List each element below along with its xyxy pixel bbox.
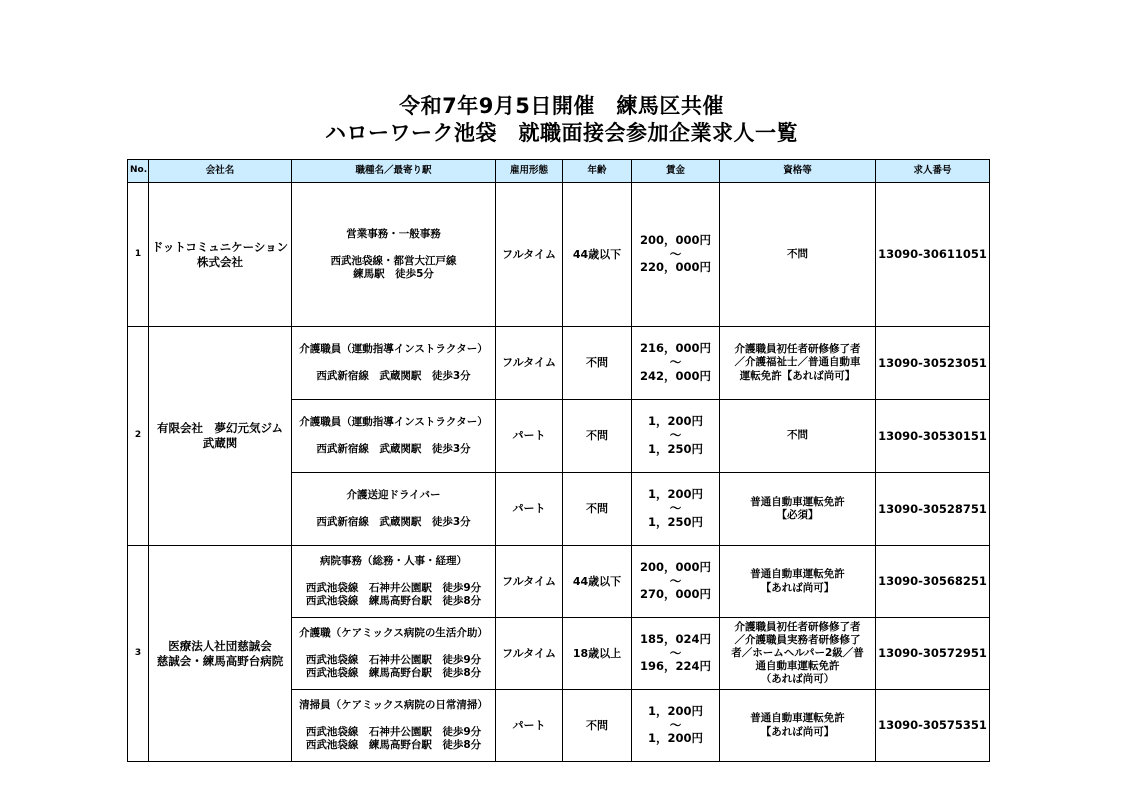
wage-separator: ～ <box>669 428 682 443</box>
company-name-line2: 慈誠会・練馬高野台病院 <box>156 653 284 668</box>
wage-range <box>632 690 720 762</box>
job-spacer <box>294 241 493 255</box>
job-title-station <box>292 473 496 546</box>
job-title-station <box>292 327 496 400</box>
job-title: 清掃員（ケアミックス病院の日常清掃） <box>299 698 488 711</box>
company-name-line2: 株式会社 <box>197 254 243 269</box>
qualification-line: 運転免許【あれば尚可】 <box>739 369 856 382</box>
qualification <box>720 618 876 690</box>
header-employment: 雇用形態 <box>496 160 563 183</box>
employment-type: フルタイム <box>496 327 563 400</box>
employment-type: フルタイム <box>496 183 563 327</box>
row-number: 2 <box>128 327 149 546</box>
station-line1: 西武池袋線・都営大江戸線 <box>330 254 457 267</box>
job-title-station <box>292 690 496 762</box>
job-title: 介護送迎ドライバー <box>346 488 441 501</box>
company-name <box>149 183 292 327</box>
company-name-line1: 有限会社 夢幻元気ジム <box>156 421 284 436</box>
table-header-row <box>128 160 990 183</box>
job-spacer <box>294 502 493 516</box>
qualification-line: ／介護福祉士／普通自動車 <box>734 356 861 369</box>
age-requirement: 18歳以上 <box>563 618 632 690</box>
job-title-station <box>292 183 496 327</box>
job-number: 13090-30575351 <box>876 690 990 762</box>
wage-max: 1，250円 <box>647 441 703 456</box>
row-number: 1 <box>128 183 149 327</box>
job-title: 介護職（ケアミックス病院の生活介助） <box>299 626 488 639</box>
header-no: No. <box>128 160 149 183</box>
qualification-line: 【必須】 <box>776 509 819 521</box>
employment-type: パート <box>496 690 563 762</box>
wage-min: 200，000円 <box>639 559 711 574</box>
qualification-line: 介護職員初任者研修修了者 <box>734 343 861 356</box>
job-spacer <box>294 429 493 443</box>
qualification-line: 普通自動車運転免許 <box>750 568 845 581</box>
employment-type: パート <box>496 473 563 546</box>
employment-type: フルタイム <box>496 546 563 618</box>
wage-max: 196，224円 <box>639 659 711 674</box>
qualification-line: 不問 <box>787 429 808 442</box>
company-name-line1: 医療法人社団慈誠会 <box>168 638 272 653</box>
age-requirement: 44歳以下 <box>563 546 632 618</box>
qualification-line: 【あれば尚可】 <box>760 581 835 594</box>
wage-separator: ～ <box>669 355 682 370</box>
qualification-line: 通自動車運転免許 <box>755 660 840 673</box>
wage-range <box>632 473 720 546</box>
qualification <box>720 546 876 618</box>
station-line1: 西武池袋線 石神井公園駅 徒歩9分 <box>305 653 482 666</box>
wage-max: 242，000円 <box>639 368 711 383</box>
header-wage: 賃金 <box>632 160 720 183</box>
company-name-line2: 武蔵関 <box>202 436 238 450</box>
station-line2: 練馬駅 徒歩5分 <box>353 268 434 281</box>
qualification <box>720 690 876 762</box>
station-line2: 西武池袋線 練馬高野台駅 徒歩8分 <box>305 667 482 680</box>
wage-separator: ～ <box>669 501 682 516</box>
company-name <box>149 327 292 546</box>
table-row <box>128 327 990 400</box>
wage-range <box>632 400 720 473</box>
job-title: 介護職員（運動指導インストラクター） <box>299 415 488 428</box>
qualification <box>720 473 876 546</box>
job-title-station <box>292 546 496 618</box>
age-requirement: 44歳以下 <box>563 183 632 327</box>
job-number: 13090-30611051 <box>876 183 990 327</box>
qualification-line: 普通自動車運転免許 <box>750 495 845 508</box>
wage-separator: ～ <box>669 246 682 261</box>
wage-separator: ～ <box>669 717 682 732</box>
qualification-line: 者／ホームヘルパー2級／普 <box>731 646 864 659</box>
wage-range <box>632 183 720 327</box>
station-line1: 西武池袋線 石神井公園駅 徒歩9分 <box>305 581 482 594</box>
job-number: 13090-30523051 <box>876 327 990 400</box>
job-spacer <box>294 356 493 370</box>
wage-min: 200，000円 <box>639 232 711 247</box>
job-spacer <box>294 640 493 654</box>
header-job-number: 求人番号 <box>876 160 990 183</box>
table-row <box>128 183 990 327</box>
wage-min: 1，200円 <box>647 487 703 502</box>
wage-min: 1，200円 <box>647 703 703 718</box>
wage-min: 1，200円 <box>647 414 703 429</box>
job-number: 13090-30572951 <box>876 618 990 690</box>
job-number: 13090-30530151 <box>876 400 990 473</box>
wage-max: 1，250円 <box>647 514 703 529</box>
job-title: 営業事務・一般事務 <box>346 227 441 240</box>
job-title-station <box>292 400 496 473</box>
station-line2: 西武池袋線 練馬高野台駅 徒歩8分 <box>305 595 482 608</box>
qualification <box>720 327 876 400</box>
job-spacer <box>294 568 493 582</box>
age-requirement: 不問 <box>563 400 632 473</box>
wage-range <box>632 546 720 618</box>
header-company: 会社名 <box>149 160 292 183</box>
job-spacer <box>294 712 493 726</box>
qualification-line: 【あれば尚可】 <box>760 725 835 738</box>
qualification-line: 普通自動車運転免許 <box>750 712 845 725</box>
wage-max: 220，000円 <box>639 260 711 275</box>
age-requirement: 不問 <box>563 473 632 546</box>
job-title: 病院事務（総務・人事・経理） <box>320 554 467 567</box>
wage-max: 270，000円 <box>639 587 711 602</box>
age-requirement: 不問 <box>563 327 632 400</box>
station-line1: 西武新宿線 武蔵関駅 徒歩3分 <box>316 516 471 528</box>
company-name <box>149 546 292 762</box>
qualification <box>720 183 876 327</box>
station-line1: 西武新宿線 武蔵関駅 徒歩3分 <box>316 443 471 455</box>
header-job: 職種名／最寄り駅 <box>292 160 496 183</box>
qualification-line: 不問 <box>787 247 808 260</box>
employment-type: パート <box>496 400 563 473</box>
job-title-station <box>292 618 496 690</box>
document-title-line1: 令和7年9月5日開催 練馬区共催 <box>399 94 724 118</box>
wage-range <box>632 327 720 400</box>
wage-max: 1，200円 <box>647 731 703 746</box>
age-requirement: 不問 <box>563 690 632 762</box>
job-number: 13090-30528751 <box>876 473 990 546</box>
header-age: 年齢 <box>563 160 632 183</box>
wage-separator: ～ <box>669 645 682 660</box>
station-line1: 西武新宿線 武蔵関駅 徒歩3分 <box>316 370 471 382</box>
table-row <box>128 546 990 618</box>
station-line2: 西武池袋線 練馬高野台駅 徒歩8分 <box>305 739 482 752</box>
document-title-line2: ハローワーク池袋 就職面接会参加企業求人一覧 <box>325 121 798 145</box>
table-body <box>128 183 990 762</box>
job-number: 13090-30568251 <box>876 546 990 618</box>
qualification-line: ／介護職員実務者研修修了 <box>734 633 861 646</box>
employment-type: フルタイム <box>496 618 563 690</box>
header-qualification: 資格等 <box>720 160 876 183</box>
station-line1: 西武池袋線 石神井公園駅 徒歩9分 <box>305 725 482 738</box>
qualification <box>720 400 876 473</box>
qualification-line: （あれば尚可） <box>760 673 835 686</box>
job-title: 介護職員（運動指導インストラクター） <box>299 342 488 355</box>
row-number: 3 <box>128 546 149 762</box>
wage-min: 216，000円 <box>639 341 711 356</box>
qualification-line: 介護職員初任者研修修了者 <box>734 620 861 633</box>
wage-range <box>632 618 720 690</box>
wage-min: 185，024円 <box>639 631 711 646</box>
company-name-line1: ドットコミュニケーション <box>151 239 289 254</box>
wage-separator: ～ <box>669 573 682 588</box>
job-listing-table <box>127 159 990 762</box>
